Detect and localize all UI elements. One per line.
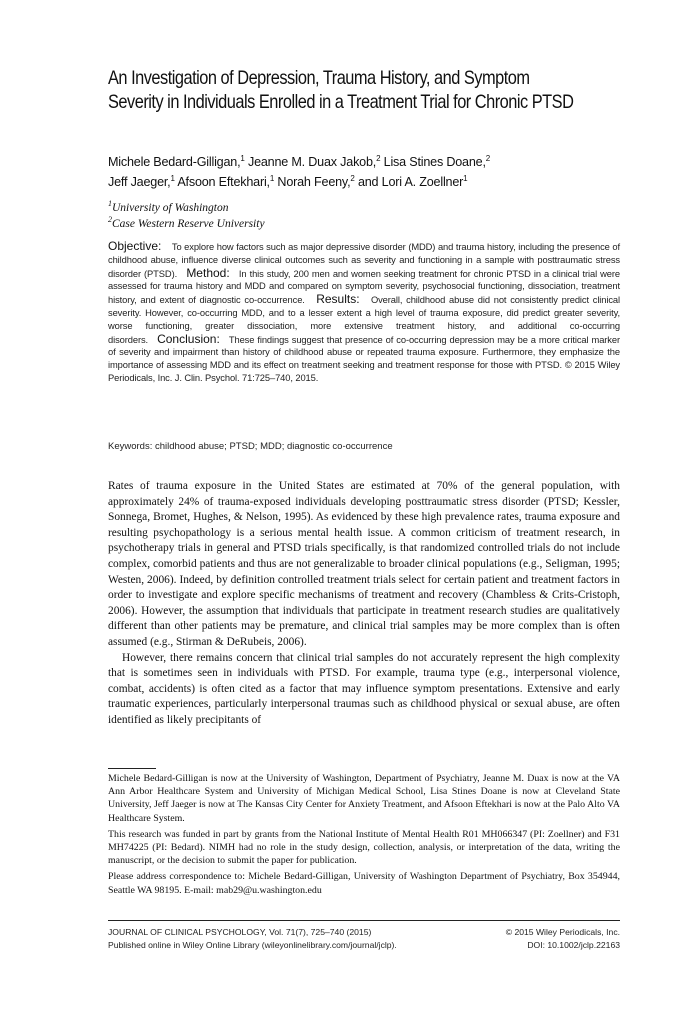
affiliation	[108, 200, 265, 216]
abstract-conclusion-label: Conclusion:	[157, 331, 220, 346]
title-line-2: Severity in Individuals Enrolled in a Treatment Trial for Chronic PTSD	[108, 91, 574, 113]
abstract-objective-label: Objective:	[108, 239, 162, 253]
author-affil-mark: 1	[269, 174, 275, 183]
footnotes	[108, 772, 620, 900]
affiliation-text: Case Western Reserve University	[112, 218, 265, 230]
author-affil-mark: 2	[485, 154, 491, 163]
footnote-divider	[108, 768, 156, 769]
journal-published-online: Published online in Wiley Online Library (wileyonlinelibrary.com/journal/jclp).	[108, 940, 397, 950]
affiliation-text: University of Washington	[112, 202, 229, 214]
author-affil-mark: 1	[240, 154, 245, 163]
author-list	[108, 152, 490, 192]
author-affil-mark: 1	[170, 174, 175, 183]
affiliation-mark: 2	[108, 215, 112, 224]
body-text	[108, 479, 620, 729]
body-paragraph: However, there remains concern that clinical trial samples do not accurately represent the high complexity that is sometimes seen in individuals with PTSD. For example, trauma type (e.g., interpersonal violence, combat, accidents) is often cited as a factor that may influence symptom presentations. Extensive and early traumatic experiences, particularly interpersonal traumas such as childhood physical or sexual abuse, are often identified as likely precipitants of	[108, 651, 620, 726]
footnote: Michele Bedard-Gilligan is now at the University of Washington, Department of Psychiatry, Jeanne M. Duax is now at the VA Ann Arbor Healthcare System and University of Michigan Medical School, Lisa Stines Doane is now at Cleveland State University, Jeff Jaeger is now at The Kansas City Center for Anxiety Treatment, and Afsoon Eftekhari is now at the Palo Alto VA Healthcare System.	[108, 773, 620, 824]
author-name: Michele Bedard-Gilligan,	[108, 155, 241, 169]
journal-citation: JOURNAL OF CLINICAL PSYCHOLOGY, Vol. 71(7), 725–740 (2015)	[108, 927, 372, 937]
footnote: This research was funded in part by grants from the National Institute of Mental Health R01 MH066347 (PI: Zoellner) and F31 MH74225 (PI: Bedard). NIMH had no role in the study design, collection, analysis, or interpretation of the data, writing the manuscript, or the decision to submit the paper for publication.	[108, 828, 620, 867]
author-name: Jeanne M. Duax Jakob,	[247, 155, 377, 169]
author-name: Jeff Jaeger,	[108, 175, 171, 189]
abstract-conclusion: These findings suggest that presence of co-occurring depression may be a more critical marker of severity and impairment than history of childhood abuse or repeated trauma exposure. Furthermore, they emphasize the importance of assessing MDD and its effect on treatment seeking and treatment response for those with PTSD. © 2015 Wiley Periodicals, Inc. J. Clin. Psychol. 71:725–740, 2015.	[108, 334, 620, 383]
journal-footer	[108, 926, 620, 952]
affiliation-mark: 1	[108, 199, 112, 208]
title-line-1: An Investigation of Depression, Trauma History, and Symptom	[108, 67, 530, 89]
author-name: Afsoon Eftekhari,	[177, 175, 270, 189]
author-line-1	[108, 152, 490, 172]
abstract-results: Overall, childhood abuse did not consistently predict clinical severity. However, co-occurring MDD, and to a lesser extent a high level of trauma exposure, did predict greater severity, worse functioning, greater dissociation, more extensive treatment history, and additional co-occurring disorders.	[108, 295, 620, 345]
abstract	[108, 240, 620, 385]
author-affil-mark: 1	[463, 174, 468, 183]
author-name: Lisa Stines Doane,	[383, 155, 486, 169]
abstract-objective: To explore how factors such as major depressive disorder (MDD) and trauma history, including the presence of childhood abuse, influence diverse clinical outcomes such as severity and functioning in a sample with posttraumatic stress disorder (PTSD).	[108, 242, 621, 279]
abstract-method-label: Method:	[186, 265, 230, 280]
author-name: Norah Feeny,	[277, 175, 351, 189]
journal-footer-divider	[108, 920, 620, 921]
author-affil-mark: 2	[376, 154, 381, 163]
paper-title	[108, 66, 629, 114]
author-line-2	[108, 172, 490, 192]
affiliation	[108, 216, 265, 232]
body-paragraph: Rates of trauma exposure in the United States are estimated at 70% of the general population, with approximately 24% of trauma-exposed individuals developing posttraumatic stress disorder (PTSD; Kessler, Sonnega, Bromet, Hughes, & Nelson, 1995). As evidenced by these high prevalence rates, trauma exposure and resulting psychopathology is a serious mental health issue. A common criticism of treatment research, in psychotherapy trials in general and PTSD trials specifically, is that randomized controlled trials do not include complex, comorbid patients and thus are not generalizable to broader clinical populations (e.g., Seligman, 1995; Westen, 2006). Indeed, by definition controlled treatment trials select for certain patient and treatment factors in order to investigate and explore specific mechanisms of treatment and recovery (Chambless & Crits-Cristoph, 2006). However, the assumption that individuals that participate in treatment research studies are qualitatively different than other patients may be premature, and clinical trial samples may be more complex than is often assumed (e.g., Stirman & DeRubeis, 2006).	[108, 480, 620, 648]
affiliation-list	[108, 200, 265, 232]
footnote: Please address correspondence to: Michele Bedard-Gilligan, University of Washington Department of Psychiatry, Box 354944, Seattle WA 98195. E-mail: mab29@u.washington.edu	[108, 871, 620, 896]
abstract-results-label: Results:	[316, 292, 360, 307]
journal-copyright: © 2015 Wiley Periodicals, Inc.	[505, 927, 620, 937]
journal-doi: DOI: 10.1002/jclp.22163	[527, 940, 620, 950]
abstract-method: In this study, 200 men and women seeking treatment for chronic PTSD in a clinical trial were assessed for trauma history and MDD and compared on symptom severity, psychosocial functioning, dissociation, treatment history, and extent of diagnostic co-occurrence.	[108, 268, 620, 306]
keywords: Keywords: childhood abuse; PTSD; MDD; diagnostic co-occurrence	[108, 441, 393, 452]
author-affil-mark: 2	[350, 174, 355, 183]
author-name: and Lori A. Zoellner	[357, 175, 464, 189]
